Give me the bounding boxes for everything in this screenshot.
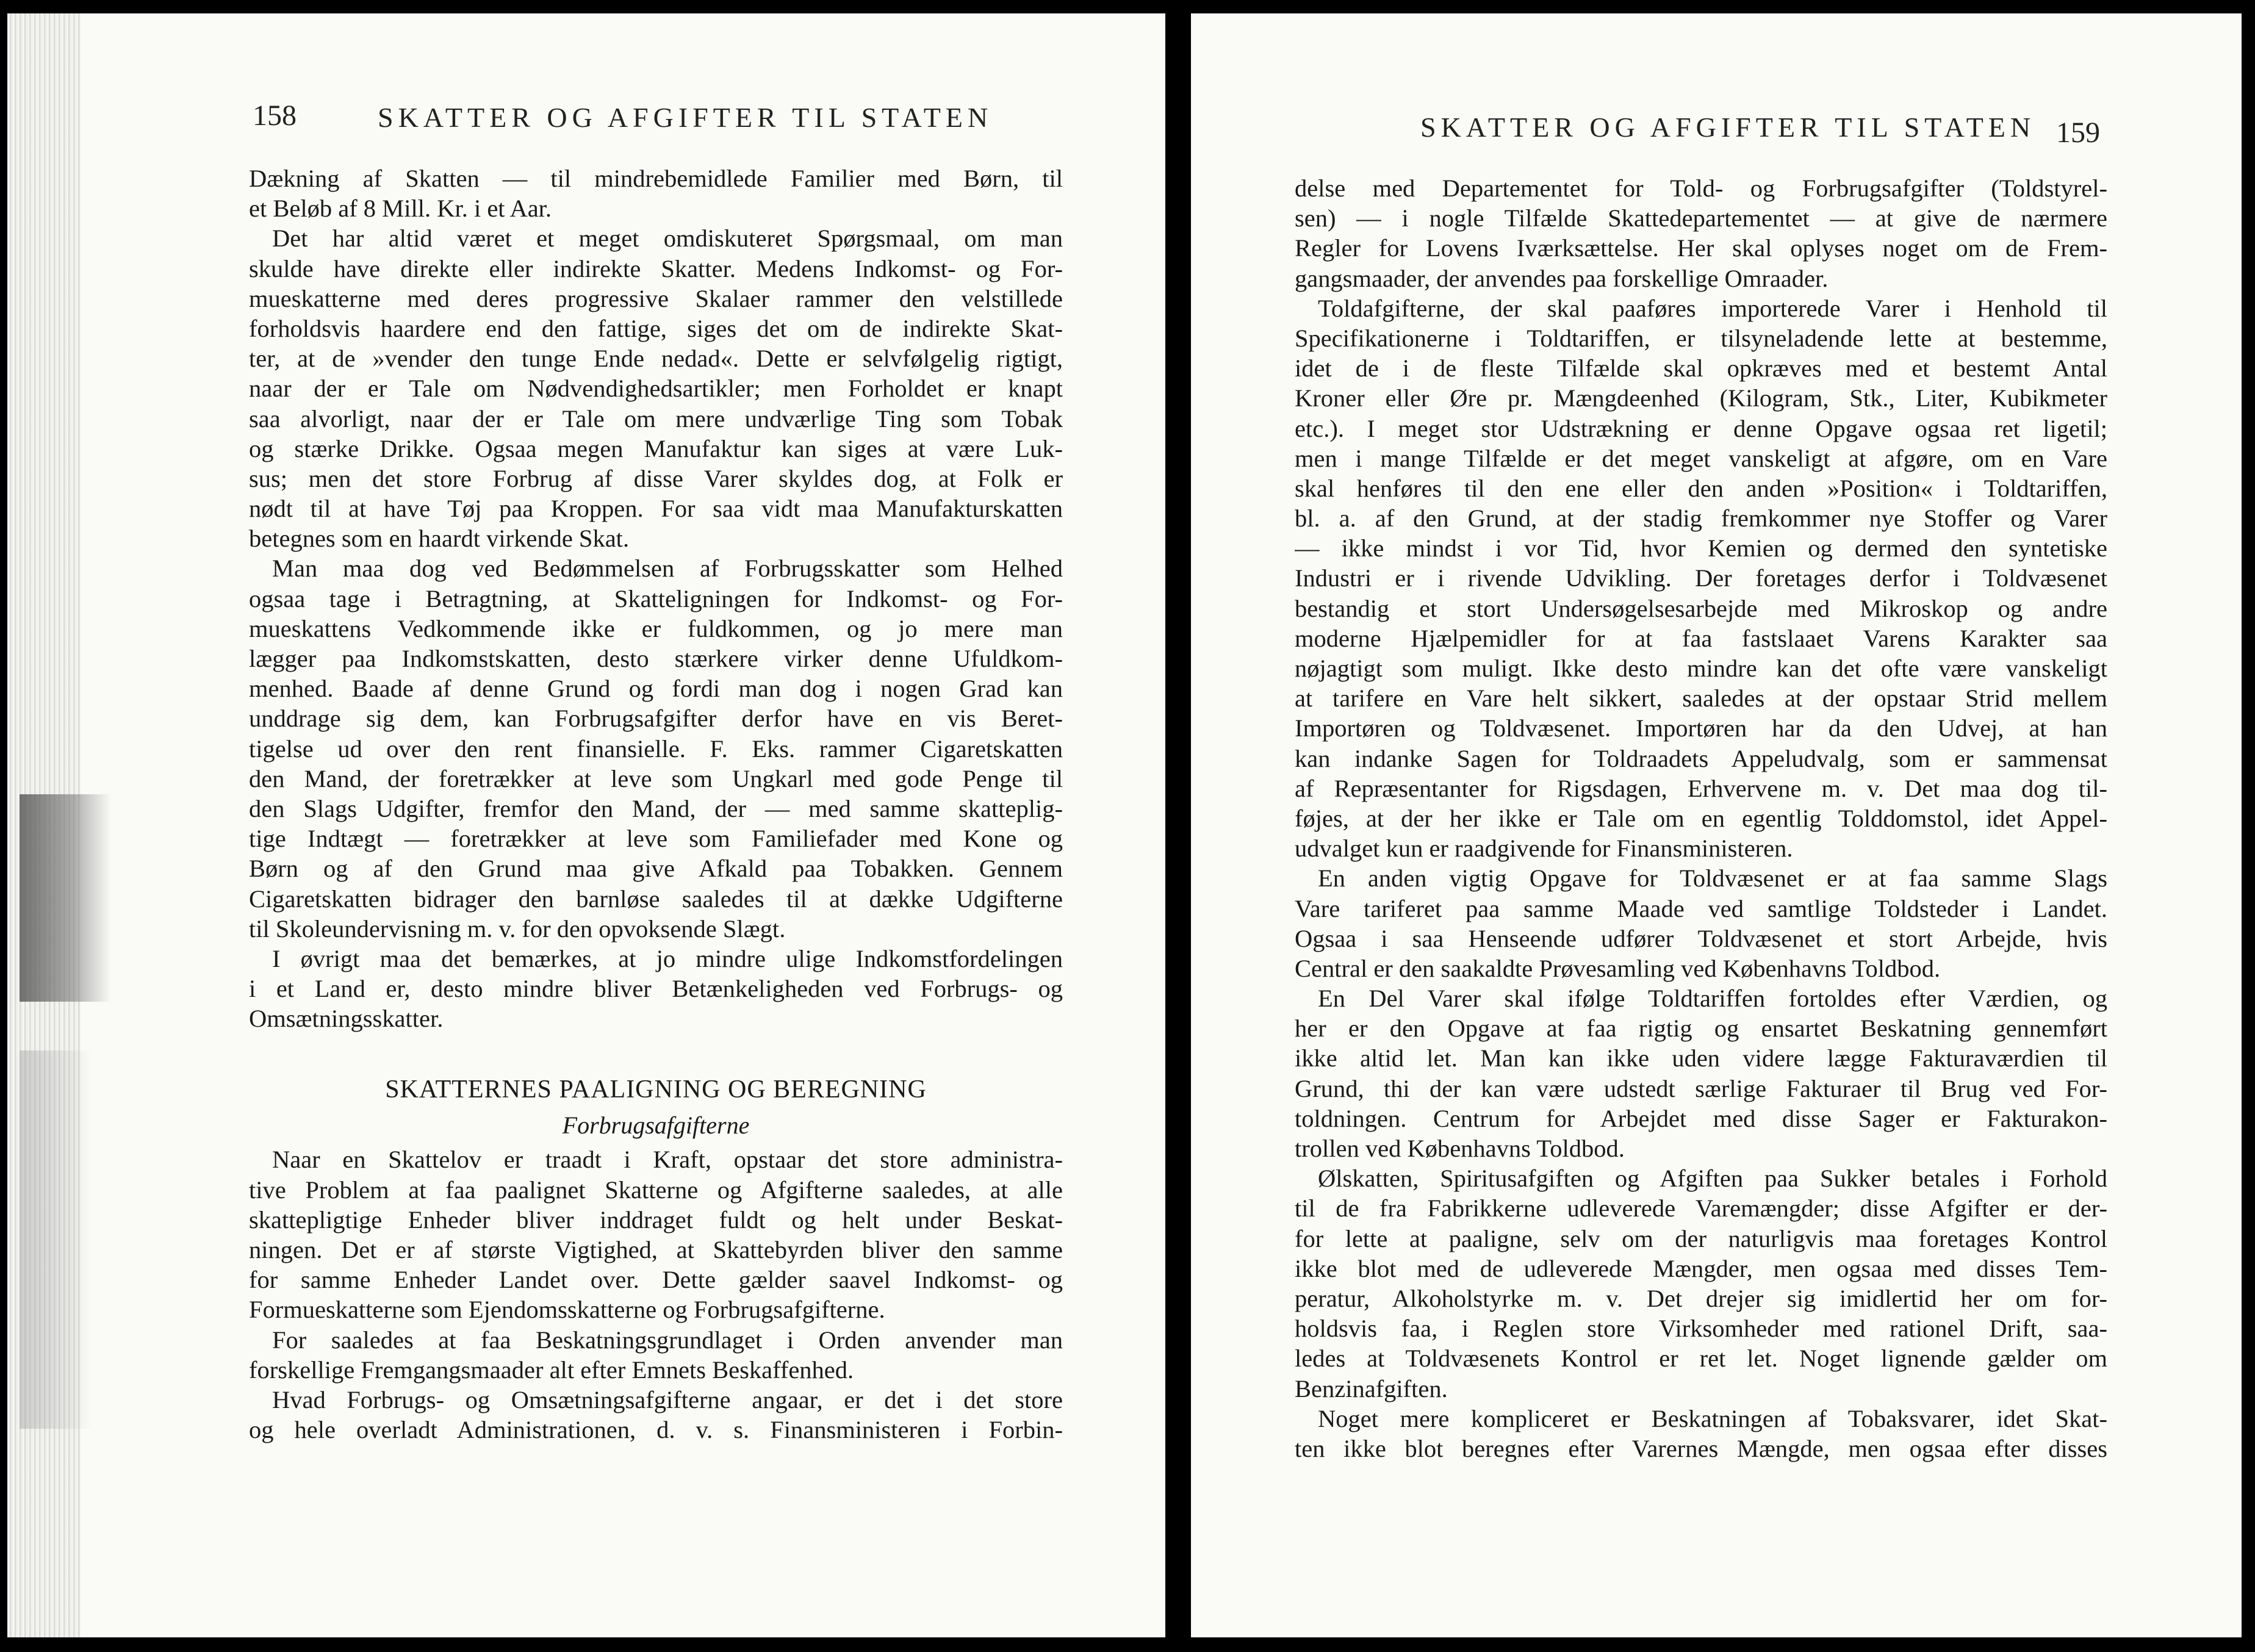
text-line: lægger paa Indkomstskatten, desto stærkere virker denne Ufuldkom- <box>249 645 1063 672</box>
text-line: Omsætningsskatter. <box>249 1005 444 1033</box>
text-line: den Slags Udgifter, fremfor den Mand, der — med samme skatteplig- <box>249 794 1063 822</box>
text-line: Naar en Skattelov er traadt i Kraft, opstaar det store administra- <box>272 1146 1063 1174</box>
text-line: ten ikke blot beregnes efter Varernes Mængde, men ogsaa efter disses <box>1295 1434 2107 1462</box>
text-line: kan indanke Sagen for Toldraadets Appeludvalg, som er sammensat <box>1295 744 2107 772</box>
text-line: tige Indtægt — foretrækker at leve som Familiefader med Kone og <box>249 825 1063 853</box>
text-line: Vare tariferet paa samme Maade ved samtlige Toldsteder i Landet. <box>1295 894 2107 922</box>
text-line: ikke blot med de udleverede Mængder, men ogsaa med disses Tem- <box>1295 1254 2107 1282</box>
text-line: Grund, thi der kan være udstedt særlige Fakturaer til Brug ved For- <box>1295 1074 2107 1102</box>
text-line: etc.). I meget stor Udstrækning er denne Opgave ogsaa ret ligetil; <box>1295 414 2107 442</box>
text-line: Man maa dog ved Bedømmelsen af Forbrugsskatter som Helhed <box>272 555 1063 583</box>
text-line: Hvad Forbrugs- og Omsætningsafgifterne angaar, er det i det store <box>272 1385 1063 1413</box>
scan-smear-lower <box>20 1050 93 1429</box>
text-line: Specifikationerne i Toldtariffen, er tilsyneladende lette at bestemme, <box>1295 324 2107 352</box>
text-line: ogsaa tage i Betragtning, at Skatteligningen for Indkomst- og For- <box>249 584 1063 612</box>
right-page <box>1191 13 2242 1637</box>
section-heading: SKATTERNES PAALIGNING OG BEREGNING <box>385 1076 927 1104</box>
text-line: unddrage sig dem, kan Forbrugsafgifter derfor have en vis Beret- <box>249 705 1063 733</box>
text-line: Ølskatten, Spiritusafgiften og Afgiften paa Sukker betales i Forhold <box>1318 1165 2107 1193</box>
text-line: tive Problem at faa paalignet Skatterne og Afgifterne saaledes, at alle <box>249 1176 1063 1204</box>
left-body-text <box>249 163 1063 1445</box>
text-line: nøjagtigt som muligt. Ikke desto mindre kan det ofte være vanskeligt <box>1295 655 2107 682</box>
text-line: ter, at de »vender den tunge Ende nedad«. Dette er selvfølgelig rigtigt, <box>249 345 1063 373</box>
text-line: sus; men det store Forbrug af disse Varer skyldes dog, at Folk er <box>249 464 1063 492</box>
text-line: Dækning af Skatten — til mindrebemidlede Familier med Børn, til <box>249 165 1063 192</box>
text-line: mueskatterne med deres progressive Skalaer rammer den velstillede <box>249 284 1063 312</box>
text-line: men i mange Tilfælde er det meget vanskeligt at afgøre, om en Vare <box>1295 444 2107 472</box>
text-line: Toldafgifterne, der skal paaføres importerede Varer i Henhold til <box>1318 294 2107 322</box>
text-line: Noget mere kompliceret er Beskatningen af Tobaksvarer, idet Skat- <box>1318 1404 2107 1432</box>
text-line: delse med Departementet for Told- og Forbrugsafgifter (Toldstyrel- <box>1295 174 2107 202</box>
text-line: — ikke mindst i vor Tid, hvor Kemien og dermed den syntetiske <box>1295 534 2107 562</box>
text-line: og hele overladt Administrationen, d. v. s. Finansministeren i Forbin- <box>249 1416 1063 1444</box>
text-line: holdsvis faa, i Reglen store Virksomheder med rationel Drift, saa- <box>1295 1315 2107 1343</box>
text-line: Børn og af den Grund maa give Afkald paa Tobakken. Gennem <box>249 855 1063 883</box>
text-line: trollen ved Københavns Toldbod. <box>1295 1135 1625 1162</box>
text-line: føjes, at der her ikke er Tale om en egentlig Tolddomstol, idet Appel- <box>1295 804 2107 832</box>
right-paragraphs <box>1295 173 2107 1463</box>
scan-smear <box>20 794 111 1002</box>
text-line: ikke altid let. Man kan ikke uden videre lægge Fakturaværdien til <box>1295 1044 2107 1072</box>
text-line: Importøren og Toldvæsenet. Importøren har da den Udvej, at han <box>1295 714 2107 742</box>
text-line: betegnes som en haardt virkende Skat. <box>249 525 630 553</box>
text-line: En Del Varer skal ifølge Toldtariffen fortoldes efter Værdien, og <box>1318 985 2107 1013</box>
text-line: til Skoleundervisning m. v. for den opvoksende Slægt. <box>249 914 786 943</box>
text-line: naar der er Tale om Nødvendighedsartikler; men Forholdet er knapt <box>249 375 1063 403</box>
text-line: moderne Hjælpemidler for at faa fastslaaet Varens Karakter saa <box>1295 624 2107 652</box>
text-line: For saaledes at faa Beskatningsgrundlaget i Orden anvender man <box>272 1326 1063 1354</box>
running-head-right: SKATTER OG AFGIFTER TIL STATEN <box>1420 112 2036 143</box>
text-line: Regler for Lovens Iværksættelse. Her skal oplyses noget om de Frem- <box>1295 234 2107 262</box>
text-line: et Beløb af 8 Mill. Kr. i et Aar. <box>249 195 552 223</box>
text-line: Industri er i rivende Udvikling. Der foretages derfor i Toldvæsenet <box>1295 564 2107 592</box>
text-line: her er den Opgave at faa rigtig og ensartet Beskatning gennemført <box>1295 1015 2107 1043</box>
text-line: skal henføres til den ene eller den anden »Position« i Toldtariffen, <box>1295 474 2107 502</box>
text-line: bl. a. af den Grund, at der stadig fremkommer nye Stoffer og Varer <box>1295 505 2107 533</box>
text-line: til de fra Fabrikkerne udleverede Varemængder; disse Afgifter er der- <box>1295 1194 2107 1223</box>
text-line: skulde have direkte eller indirekte Skatter. Medens Indkomst- og For- <box>249 254 1063 282</box>
left-page <box>7 13 1165 1637</box>
text-line: I øvrigt maa det bemærkes, at jo mindre ulige Indkomstfordelingen <box>272 944 1063 972</box>
text-line: En anden vigtig Opgave for Toldvæsenet er at faa samme Slags <box>1318 864 2107 892</box>
text-line: Cigaretskatten bidrager den barnløse saaledes til at dække Udgifterne <box>249 885 1063 913</box>
left-top-paragraphs <box>249 163 1063 1033</box>
text-line: menhed. Baade af denne Grund og fordi man dog i nogen Grad kan <box>249 675 1063 703</box>
page-number-left: 158 <box>253 99 297 132</box>
text-line: og stærke Drikke. Ogsaa megen Manufaktur kan siges at være Luk- <box>249 434 1063 462</box>
text-line: forholdsvis haardere end den fattige, siges det om de indirekte Skat- <box>249 314 1063 342</box>
text-line: ledes at Toldvæsenets Kontrol er ret let. Noget lignende gælder om <box>1295 1345 2107 1373</box>
text-line: gangsmaader, der anvendes paa forskellige Omraader. <box>1295 264 1829 292</box>
text-line: toldningen. Centrum for Arbejdet med disse Sager er Fakturakon- <box>1295 1104 2107 1132</box>
text-line: nødt til at have Tøj paa Kroppen. For saa vidt maa Manufakturskatten <box>249 495 1063 523</box>
text-line: Kroner eller Øre pr. Mængdeenhed (Kilogram, Stk., Liter, Kubikmeter <box>1295 384 2107 412</box>
running-head-left: SKATTER OG AFGIFTER TIL STATEN <box>378 102 993 133</box>
text-line: saa alvorligt, naar der er Tale om mere undværlige Ting som Tobak <box>249 404 1063 433</box>
text-line: for samme Enheder Landet over. Dette gælder saavel Indkomst- og <box>249 1266 1063 1294</box>
text-line: den Mand, der foretrækker at leve som Ungkarl med gode Penge til <box>249 764 1063 792</box>
text-line: skattepligtige Enheder bliver inddraget fuldt og helt under Beskat- <box>249 1205 1063 1234</box>
text-line: for lette at paaligne, selv om der naturligvis maa foretages Kontrol <box>1295 1224 2107 1252</box>
page-number-right: 159 <box>2056 117 2100 149</box>
text-line: Benzinafgiften. <box>1295 1374 1448 1402</box>
text-line: at tarifere en Vare helt sikkert, saaledes at der opstaar Strid mellem <box>1295 684 2107 713</box>
text-line: Ogsaa i saa Henseende udfører Toldvæsenet et stort Arbejde, hvis <box>1295 924 2107 952</box>
text-line: af Repræsentanter for Rigsdagen, Erhvervene m. v. Det maa dog til- <box>1295 774 2107 802</box>
text-line: Det har altid været et meget omdiskuteret Spørgsmaal, om man <box>272 224 1063 253</box>
text-line: i et Land er, desto mindre bliver Betænkeligheden ved Forbrugs- og <box>249 975 1063 1003</box>
left-bottom-paragraphs <box>249 1144 1063 1445</box>
text-line: idet de i de fleste Tilfælde skal opkræves med et bestemt Antal <box>1295 354 2107 382</box>
text-line: udvalget kun er raadgivende for Finansministeren. <box>1295 835 1793 863</box>
right-body-text <box>1295 173 2107 1463</box>
text-line: Central er den saakaldte Prøvesamling ved Københavns Toldbod. <box>1295 954 1941 982</box>
section-subheading: Forbrugsafgifterne <box>562 1112 750 1140</box>
text-line: tigelse ud over den rent finansielle. F. Eks. rammer Cigaretskatten <box>249 734 1063 763</box>
text-line: bestandig et stort Undersøgelsesarbejde med Mikroskop og andre <box>1295 594 2107 622</box>
text-line: mueskattens Vedkommende ikke er fuldkommen, og jo mere man <box>249 614 1063 642</box>
text-line: ningen. Det er af største Vigtighed, at Skattebyrden bliver den samme <box>249 1236 1063 1263</box>
text-line: Formueskatterne som Ejendomsskatterne og Forbrugsafgifterne. <box>249 1296 885 1324</box>
text-line: peratur, Alkoholstyrke m. v. Det drejer sig imidlertid her om for- <box>1295 1284 2107 1312</box>
text-line: sen) — i nogle Tilfælde Skattedepartementet — at give de nærmere <box>1295 204 2107 232</box>
text-line: forskellige Fremgangsmaader alt efter Emnets Beskaffenhed. <box>249 1356 854 1384</box>
